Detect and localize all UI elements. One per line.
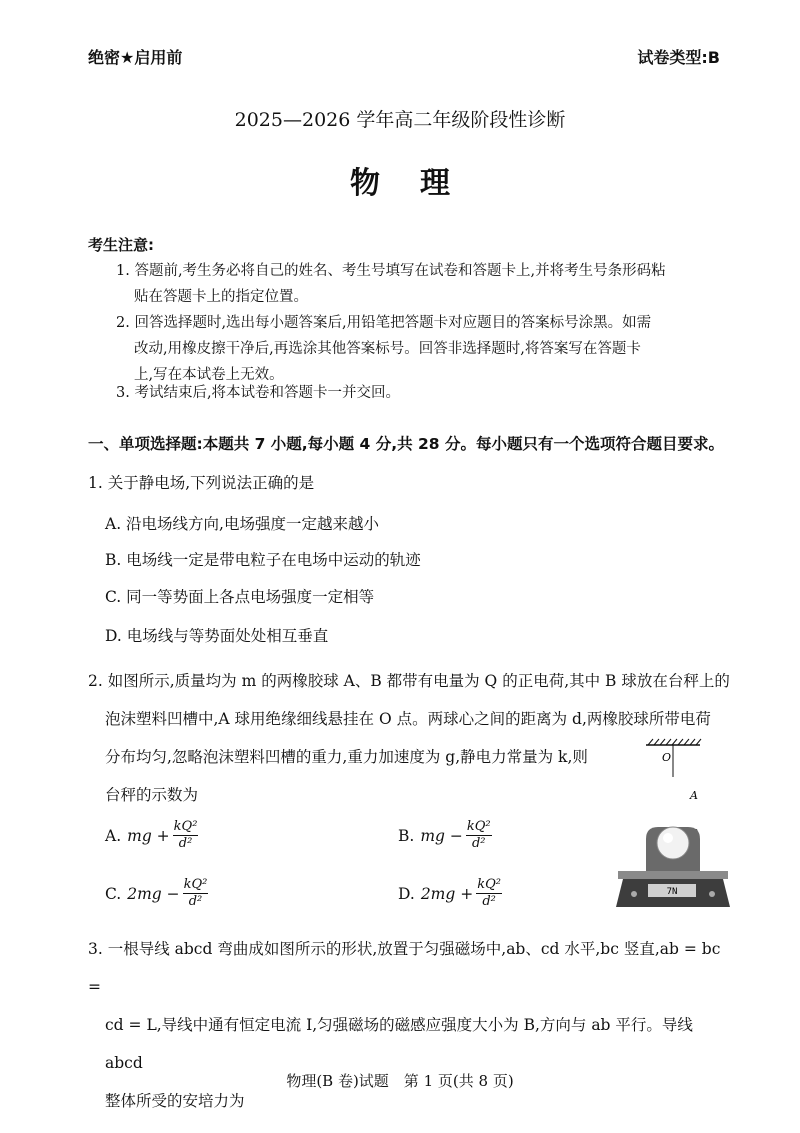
notice-item-1 (116, 258, 728, 310)
scale-knob (631, 891, 637, 897)
question-2-figure (608, 735, 738, 915)
notice-item-3 (116, 380, 728, 406)
option-label: B. (398, 826, 415, 845)
question-1-option-c: C. 同一等势面上各点电场强度一定相等 (105, 588, 375, 606)
question-3-line: cd = L,导线中通有恒定电流 I,匀强磁场的磁感应强度大小为 B,方向与 ab 平行。导线 abcd (105, 1016, 693, 1072)
question-3-line: 3. 一根导线 abcd 弯曲成如图所示的形状,放置于匀强磁场中,ab、cd 水平,bc 竖直,ab = bc = (88, 940, 721, 996)
option-label: D. (398, 884, 415, 903)
question-2-line: 分布均匀,忽略泡沫塑料凹槽的重力,重力加速度为 g,静电力常量为 k,则 (105, 748, 588, 766)
question-2-option-c (105, 878, 208, 909)
question-1-stem: 1. 关于静电场,下列说法正确的是 (88, 474, 315, 492)
question-1-option-d: D. 电场线与等势面处处相互垂直 (105, 627, 329, 645)
notice-item-2 (116, 310, 728, 388)
fraction-denominator: d² (471, 836, 486, 851)
ball-b (657, 827, 689, 859)
notice-line: 改动,用橡皮擦干净后,再选涂其他答案标号。回答非选择题时,将答案写在答题卡 (134, 341, 641, 357)
scale-knob (709, 891, 715, 897)
fraction-denominator: d² (482, 894, 496, 909)
page-footer: 物理(B 卷)试题 第 1 页(共 8 页) (286, 1072, 514, 1090)
option-fraction (173, 820, 199, 851)
notice-title: 考生注意: (88, 236, 154, 254)
fraction-numerator: kQ² (477, 877, 501, 892)
ball-highlight (663, 833, 673, 843)
ceiling-hatch (648, 739, 701, 745)
option-expression: mg − (420, 826, 463, 845)
scale-pan (618, 871, 728, 879)
option-expression: mg + (127, 826, 170, 845)
option-label: C. (105, 884, 122, 903)
notice-line: 上,写在本试卷上无效。 (134, 367, 284, 383)
question-1-option-b: B. 电场线一定是带电粒子在电场中运动的轨迹 (105, 551, 421, 569)
fraction-numerator: kQ² (173, 819, 198, 834)
question-1-option-a: A. 沿电场线方向,电场强度一定越来越小 (105, 515, 379, 533)
confidential-label: 绝密★启用前 (88, 48, 183, 67)
question-3-stem (88, 930, 733, 1120)
notice-line: 贴在答题卡上的指定位置。 (134, 289, 308, 305)
notice-line: 2. 回答选择题时,选出每小题答案后,用铅笔把答题卡对应题目的答案标号涂黑。如需 (116, 315, 652, 331)
option-expression: 2mg − (127, 884, 180, 903)
question-2-option-d (398, 878, 502, 909)
notice-line: 3. 考试结束后,将本试卷和答题卡一并交回。 (116, 385, 401, 401)
fraction-denominator: d² (188, 894, 203, 909)
option-label: A. (105, 826, 122, 845)
subject-title: 物理 (350, 166, 490, 201)
notice-line: 1. 答题前,考生务必将自己的姓名、考生号填写在试卷和答题卡上,并将考生号条形码粘 (116, 263, 666, 279)
paper-type: 试卷类型:B (637, 48, 720, 67)
point-o-label: O (662, 751, 672, 764)
question-3-line: 整体所受的安培力为 (105, 1092, 245, 1110)
question-2-option-b (398, 820, 492, 851)
exam-title: 2025—2026 学年高二年级阶段性诊断 (234, 109, 566, 131)
section-heading: 一、单项选择题:本题共 7 小题,每小题 4 分,共 28 分。每小题只有一个选项符合题目要求。 (88, 435, 724, 453)
ball-a-label: A (690, 789, 698, 802)
fraction-numerator: kQ² (183, 877, 208, 892)
question-2-line: 2. 如图所示,质量均为 m 的两橡胶球 A、B 都带有电量为 Q 的正电荷,其中 B 球放在台秤上的 (88, 672, 730, 690)
fraction-numerator: kQ² (466, 819, 491, 834)
option-fraction (466, 820, 492, 851)
option-fraction (476, 878, 502, 909)
question-2-option-a (105, 820, 198, 851)
option-expression: 2mg + (420, 884, 474, 903)
option-fraction (183, 878, 209, 909)
fraction-denominator: d² (178, 836, 193, 851)
question-2-line: 泡沫塑料凹槽中,A 球用绝缘细线悬挂在 O 点。两球心之间的距离为 d,两橡胶球所带电荷 (105, 710, 711, 728)
scale-reading: 7N (666, 887, 678, 897)
question-2-line: 台秤的示数为 (105, 786, 199, 804)
